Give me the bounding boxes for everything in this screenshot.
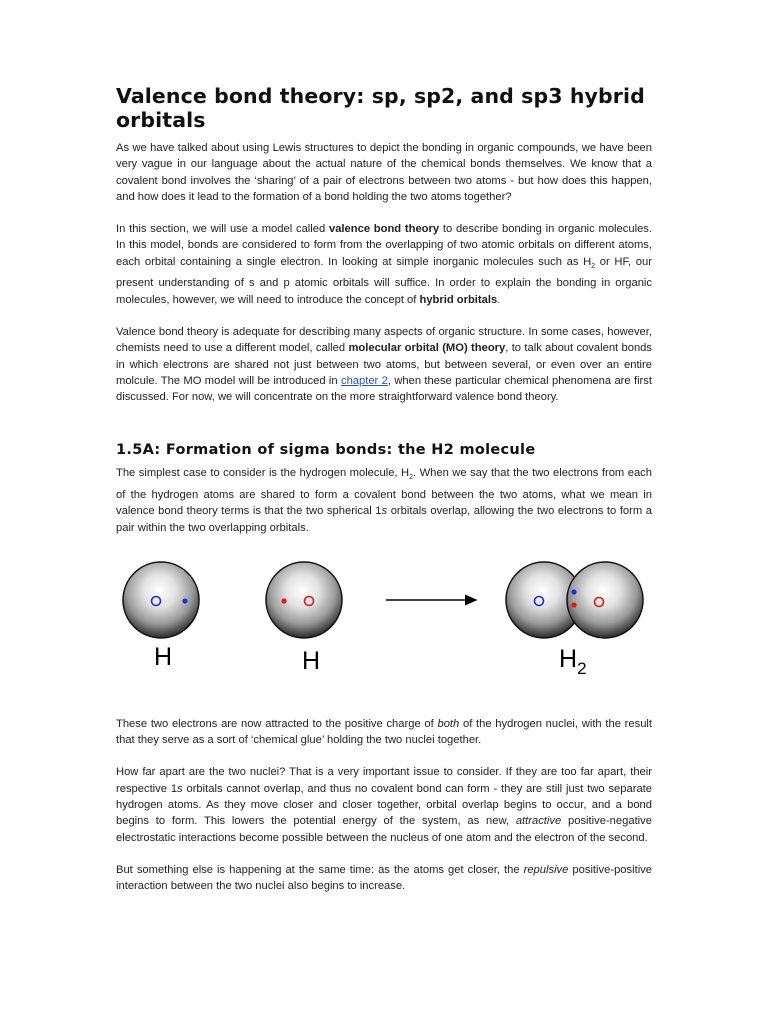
section-paragraph-2 bbox=[116, 716, 652, 749]
term-valence-bond-theory: valence bond theory bbox=[328, 223, 440, 236]
label-h2-subscript: 2 bbox=[577, 658, 587, 678]
section-heading: 1.5A: Formation of sigma bonds: the H2 molecule bbox=[116, 442, 536, 459]
text-run: positive-negative electrostatic interactions become possible between the nucleus of one atom and the electron of the second. bbox=[116, 815, 652, 844]
text-run: Valence bond theory is adequate for describing many aspects of organic structure. In some cases, however, chemists need to use a different model, called bbox=[116, 325, 652, 355]
text-run: . bbox=[497, 293, 501, 306]
h2-formation-diagram bbox=[116, 554, 652, 694]
electron-red bbox=[281, 598, 286, 603]
text-run: The simplest case to consider is the hydrogen molecule, H bbox=[116, 467, 410, 480]
text-run: , to talk about covalent bonds in which electrons are shared not just between two atoms, but between several, or even over an entire molcule. The MO model will be introduced in bbox=[116, 342, 652, 387]
subscript: 2 bbox=[409, 474, 413, 482]
hydrogen-atom-middle bbox=[266, 562, 342, 638]
text-run: orbitals overlap, allowing the two electrons to form a pair within the two overlapping orbitals. bbox=[116, 505, 653, 534]
orbital-sphere-right bbox=[567, 562, 643, 638]
orbital-s: s bbox=[381, 505, 388, 518]
page-title: Valence bond theory: sp, sp2, and sp3 hybrid orbitals bbox=[116, 84, 645, 132]
text-run: of the hydrogen nuclei, with the result that they serve as a sort of ‘chemical glue’ holding the two nuclei together. bbox=[116, 717, 653, 747]
emphasis-attractive: attractive bbox=[515, 815, 562, 828]
text-run: These two electrons are now attracted to the positive charge of bbox=[116, 717, 438, 730]
text-run: to describe bonding in organic molecules. In this model, bonds are considered to form from the overlapping of two atomic orbitals on different atoms, each orbital containing a single electron. In looking at simple inorganic molecules such as H bbox=[116, 223, 652, 268]
label-h-left: H bbox=[154, 642, 173, 671]
electron-blue bbox=[571, 589, 576, 594]
h2-molecule bbox=[506, 562, 643, 638]
text-run: How far apart are the two nuclei? That is a very important issue to consider. If they are too far apart, their respective 1 bbox=[116, 766, 652, 795]
chapter-2-link[interactable]: chapter 2 bbox=[340, 374, 388, 387]
text-run: , when these particular chemical phenomena are first discussed. For now, we will concentrate on the more straightforward valence bond theory. bbox=[116, 374, 652, 404]
article bbox=[116, 84, 652, 910]
term-hybrid-orbitals: hybrid orbitals bbox=[419, 293, 498, 306]
emphasis-both: both bbox=[437, 717, 460, 730]
text-run: or HF, our present understanding of s and p atomic orbitals will suffice. In order to explain the bonding in organic molecules, however, we will need to introduce the concept of bbox=[116, 255, 652, 306]
h2-formation-figure bbox=[116, 554, 652, 694]
section-paragraph-1 bbox=[116, 465, 652, 535]
intro-paragraph-2 bbox=[116, 221, 652, 308]
text-run: But something else is happening at the same time: as the atoms get closer, the bbox=[116, 863, 524, 876]
orbital-s: s bbox=[177, 782, 183, 795]
hydrogen-atom-left bbox=[123, 562, 199, 638]
text-run: orbitals cannot overlap, and thus no covalent bond can form - they are still just two separate hydrogen atoms. As they move closer and closer together, orbital overlap begins to occur, and a bond begins to form. This lowers the potential energy of the system, as new, bbox=[116, 782, 652, 828]
label-h-middle: H bbox=[302, 646, 321, 675]
text-run: . When we say that the two electrons from each of the hydrogen atoms are shared to form a covalent bond between the two atoms, what we mean in valence bond theory terms is that the two spherical 1 bbox=[116, 467, 652, 518]
label-h2-main: H bbox=[559, 644, 578, 673]
intro-p1-text: As we have talked about using Lewis structures to depict the bonding in organic compounds, we have been very vague in our language about the actual nature of the chemical bonds themselves. We know that a covalent bond involves the ‘sharing’ of a pair of electrons between two atoms - but how does this happen, and how does it lead to the formation of a bond holding the two atoms together? bbox=[116, 142, 652, 203]
electron-blue bbox=[182, 598, 187, 603]
text-run: In this section, we will use a model called bbox=[116, 223, 329, 236]
text-run: positive-positive interaction between the two nuclei also begins to increase. bbox=[116, 863, 653, 893]
intro-paragraph-3 bbox=[116, 324, 652, 405]
emphasis-repulsive: repulsive bbox=[523, 863, 569, 876]
intro-paragraph-1 bbox=[116, 140, 652, 205]
label-h2 bbox=[559, 645, 587, 678]
term-mo-theory: molecular orbital (MO) theory bbox=[348, 342, 506, 355]
subscript: 2 bbox=[591, 263, 596, 271]
electron-red bbox=[571, 602, 576, 607]
section-paragraph-4 bbox=[116, 862, 652, 895]
section-paragraph-3 bbox=[116, 764, 652, 845]
